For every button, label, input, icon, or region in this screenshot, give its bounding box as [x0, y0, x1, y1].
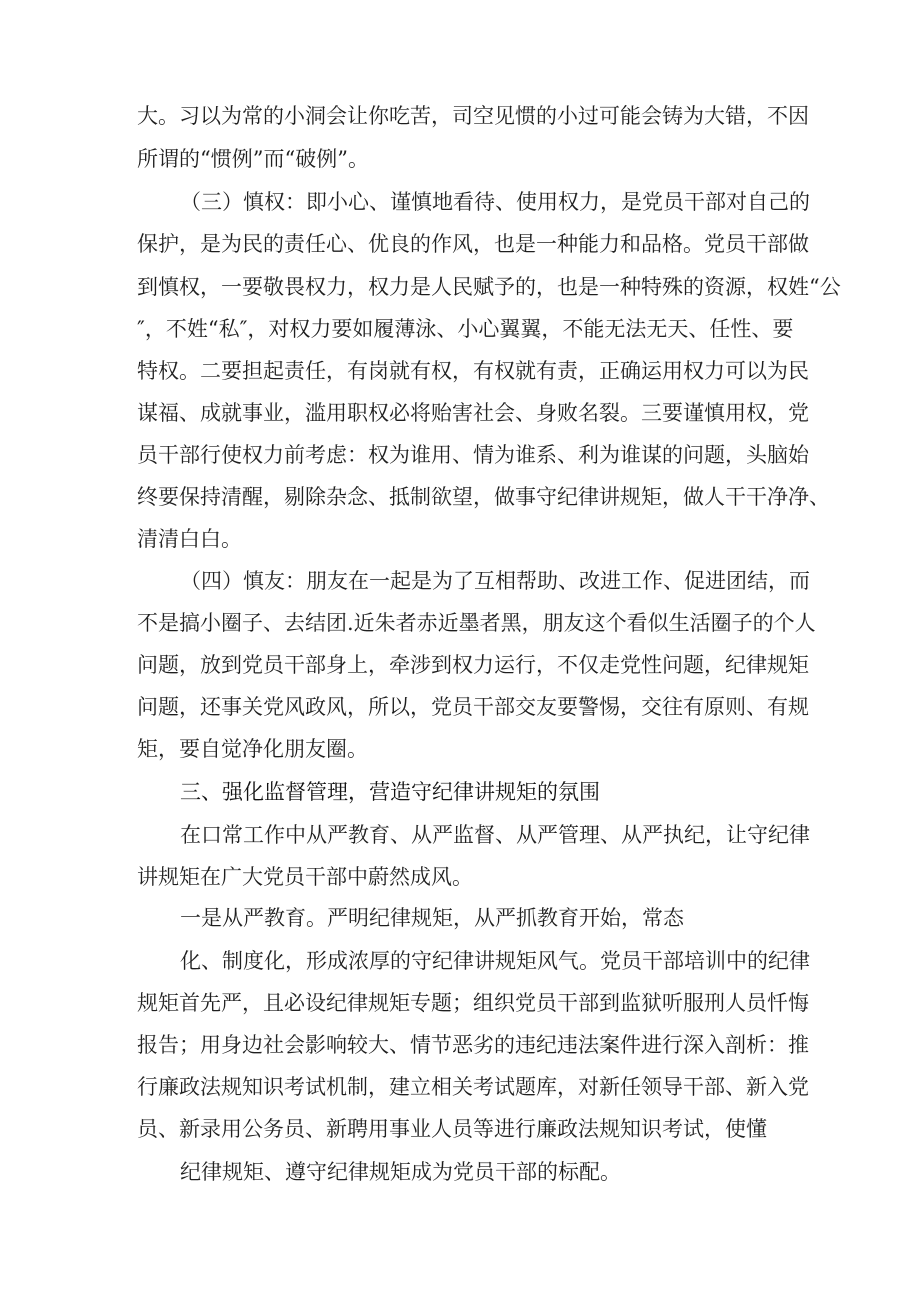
text-line: 问题，放到党员干部身上，牵涉到权力运行，不仅走党性问题，纪律规矩 — [137, 653, 809, 677]
text-line: 大。习以为常的小洞会让你吃苦，司空见惯的小过可能会铸为大错，不因 — [137, 104, 809, 128]
text-line: 不是搞小圈子、去结团.近朱者赤近墨者黑，朋友这个看似生活圈子的个人 — [137, 611, 816, 635]
text-line: 特权。二要担起责任，有岗就有权，有权就有责，正确运用权力可以为民 — [137, 359, 809, 383]
text-line: 纪律规矩、遵守纪律规矩成为党员干部的标配。 — [180, 1160, 621, 1184]
text-line: 矩，要自觉净化朋友圈。 — [137, 737, 368, 761]
text-line: 行廉政法规知识考试机制，建立相关考试题库，对新任领导干部、新入党 — [137, 1075, 809, 1099]
text-line: 到慎权，一要敬畏权力，权力是人民赋予的，也是一种特殊的资源，权姓“公 — [137, 275, 841, 299]
text-line: ″，不姓“私″，对权力要如履薄泳、小心翼翼，不能无法无天、任性、要 — [137, 317, 794, 341]
text-line: （三）慎权：即小心、谨慎地看待、使用权力，是党员干部对自己的 — [180, 190, 810, 214]
text-line: 报告；用身边社会影响较大、情节恶劣的违纪违法案件进行深入剖析：推 — [137, 1033, 809, 1057]
text-line: 员、新录用公务员、新聘用事业人员等进行廉政法规知识考试，使懂 — [137, 1117, 767, 1141]
text-line: 保护，是为民的责任心、优良的作风，也是一种能力和品格。党员干部做 — [137, 232, 809, 256]
text-line: 一是从严教育。严明纪律规矩，从严抓教育开始，常态 — [180, 906, 684, 930]
text-line: 在口常工作中从严教育、从严监督、从严管理、从严执纪，让守纪律 — [180, 823, 810, 847]
section-heading: 三、强化监督管理，营造守纪律讲规矩的氛围 — [180, 780, 600, 804]
text-line: 员干部行使权力前考虑：权为谁用、情为谁系、利为谁谋的问题，头脑始 — [137, 443, 809, 467]
text-line: 所谓的“惯例”而“破例”。 — [137, 147, 369, 171]
text-line: 终要保持清醒，剔除杂念、抵制欲望，做事守纪律讲规矩，做人干干净净、 — [137, 485, 830, 509]
text-line: 清清白白。 — [137, 527, 242, 551]
text-line: 规矩首先严，且必设纪律规矩专题；组织党员干部到监狱听服刑人员忏悔 — [137, 991, 809, 1015]
text-line: 讲规矩在广大党员干部中蔚然成风。 — [137, 865, 473, 889]
text-line: 化、制度化，形成浓厚的守纪律讲规矩风气。党员干部培训中的纪律 — [180, 949, 810, 973]
text-line: 问题，还事关党风政风，所以，党员干部交友要警惕，交往有原则、有规 — [137, 695, 809, 719]
text-line: 谋福、成就事业，滥用职权必将贻害社会、身败名裂。三要谨慎用权，党 — [137, 401, 809, 425]
text-line: （四）慎友：朋友在一起是为了互相帮助、改进工作、促进团结，而 — [180, 569, 810, 593]
